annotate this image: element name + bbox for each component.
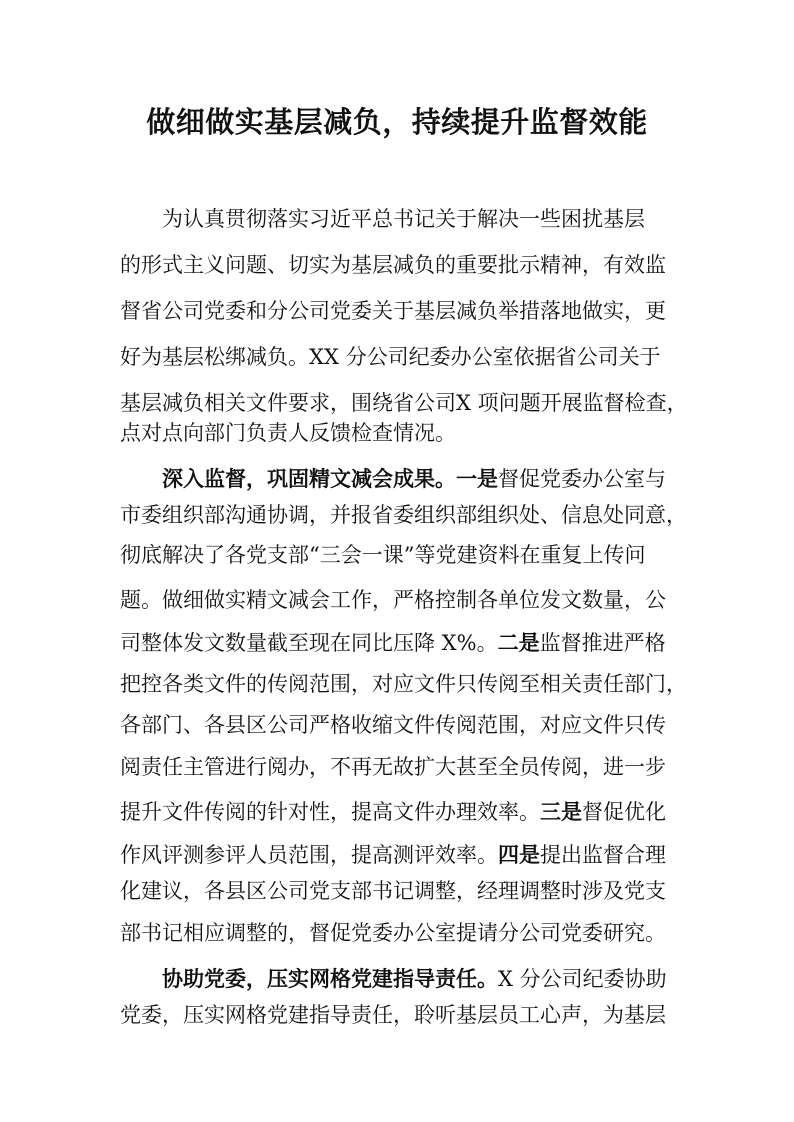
point-three-label: 三是 xyxy=(540,800,582,824)
point-four-label: 四是 xyxy=(498,843,540,867)
intro-line-3: 督省公司党委和分公司党委关于基层减负举措落地做实，更 xyxy=(120,299,666,323)
section2-heading: 协助党委，压实网格党建指导责任。 xyxy=(162,967,498,991)
section1-line-8: 阅责任主管进行阅办，不再无故扩大甚至全员传阅，进一步 xyxy=(120,755,666,779)
section1-line-5 xyxy=(120,628,680,658)
section1-line-9 xyxy=(120,797,680,827)
section1-line-3: 彻底解决了各党支部“三会一课”等党建资料在重复上传问 xyxy=(120,543,646,567)
section1-line-2: 市委组织部沟通协调，并报省委组织部组织处、信息处同意， xyxy=(120,503,687,527)
intro-line-5: 基层减负相关文件要求，围绕省公司X 项问题开展监督检查， xyxy=(120,391,688,415)
section1-heading: 深入监督，巩固精文减会成果。 xyxy=(162,467,456,491)
section2-line-2: 党委，压实网格党建指导责任，聆听基层员工心声，为基层 xyxy=(120,1003,666,1027)
section1-line-6: 把控各类文件的传阅范围，对应文件只传阅至相关责任部门， xyxy=(120,672,687,696)
section1-line-11: 化建议，各县区公司党支部书记调整，经理调整时涉及党支 xyxy=(120,879,666,903)
intro-line-2: 的形式主义问题、切实为基层减负的重要批示精神，有效监 xyxy=(120,253,666,277)
point-one-label: 一是 xyxy=(456,467,498,491)
intro-line-4: 好为基层松绑减负。XX 分公司纪委办公室依据省公司关于 xyxy=(120,345,661,369)
section1-line-10-text-2: 提出监督合理 xyxy=(540,843,666,867)
section1-line-10-text: 作风评测参评人员范围，提高测评效率。 xyxy=(120,843,498,867)
section1-line-1-text: 督促党委办公室与 xyxy=(498,467,666,491)
section2-line-1-text: X 分公司纪委协助 xyxy=(498,967,667,991)
section1-line-9-text-2: 督促优化 xyxy=(582,800,666,824)
document-title: 做细做实基层减负，持续提升监督效能 xyxy=(146,105,648,139)
section1-line-4: 题。做细做实精文减会工作，严格控制各单位发文数量，公 xyxy=(120,588,666,612)
section1-line-1 xyxy=(162,464,680,494)
section1-line-10 xyxy=(120,840,680,870)
section1-line-12: 部书记相应调整的，督促党委办公室提请分公司党委研究。 xyxy=(120,921,666,945)
section1-line-5-text-2: 监督推进严格 xyxy=(539,631,666,655)
intro-line-1: 为认真贯彻落实习近平总书记关于解决一些困扰基层 xyxy=(162,207,645,231)
point-two-label: 二是 xyxy=(497,631,540,655)
section1-line-9-text: 提升文件传阅的针对性，提高文件办理效率。 xyxy=(120,800,540,824)
section1-line-7: 各部门、各县区公司严格收缩文件传阅范围，对应文件只传 xyxy=(120,713,666,737)
section1-line-5-text: 司整体发文数量截至现在同比压降 X%。 xyxy=(120,631,498,655)
intro-line-6: 点对点向部门负责人反馈检查情况。 xyxy=(120,421,456,445)
section2-line-1 xyxy=(162,964,680,994)
